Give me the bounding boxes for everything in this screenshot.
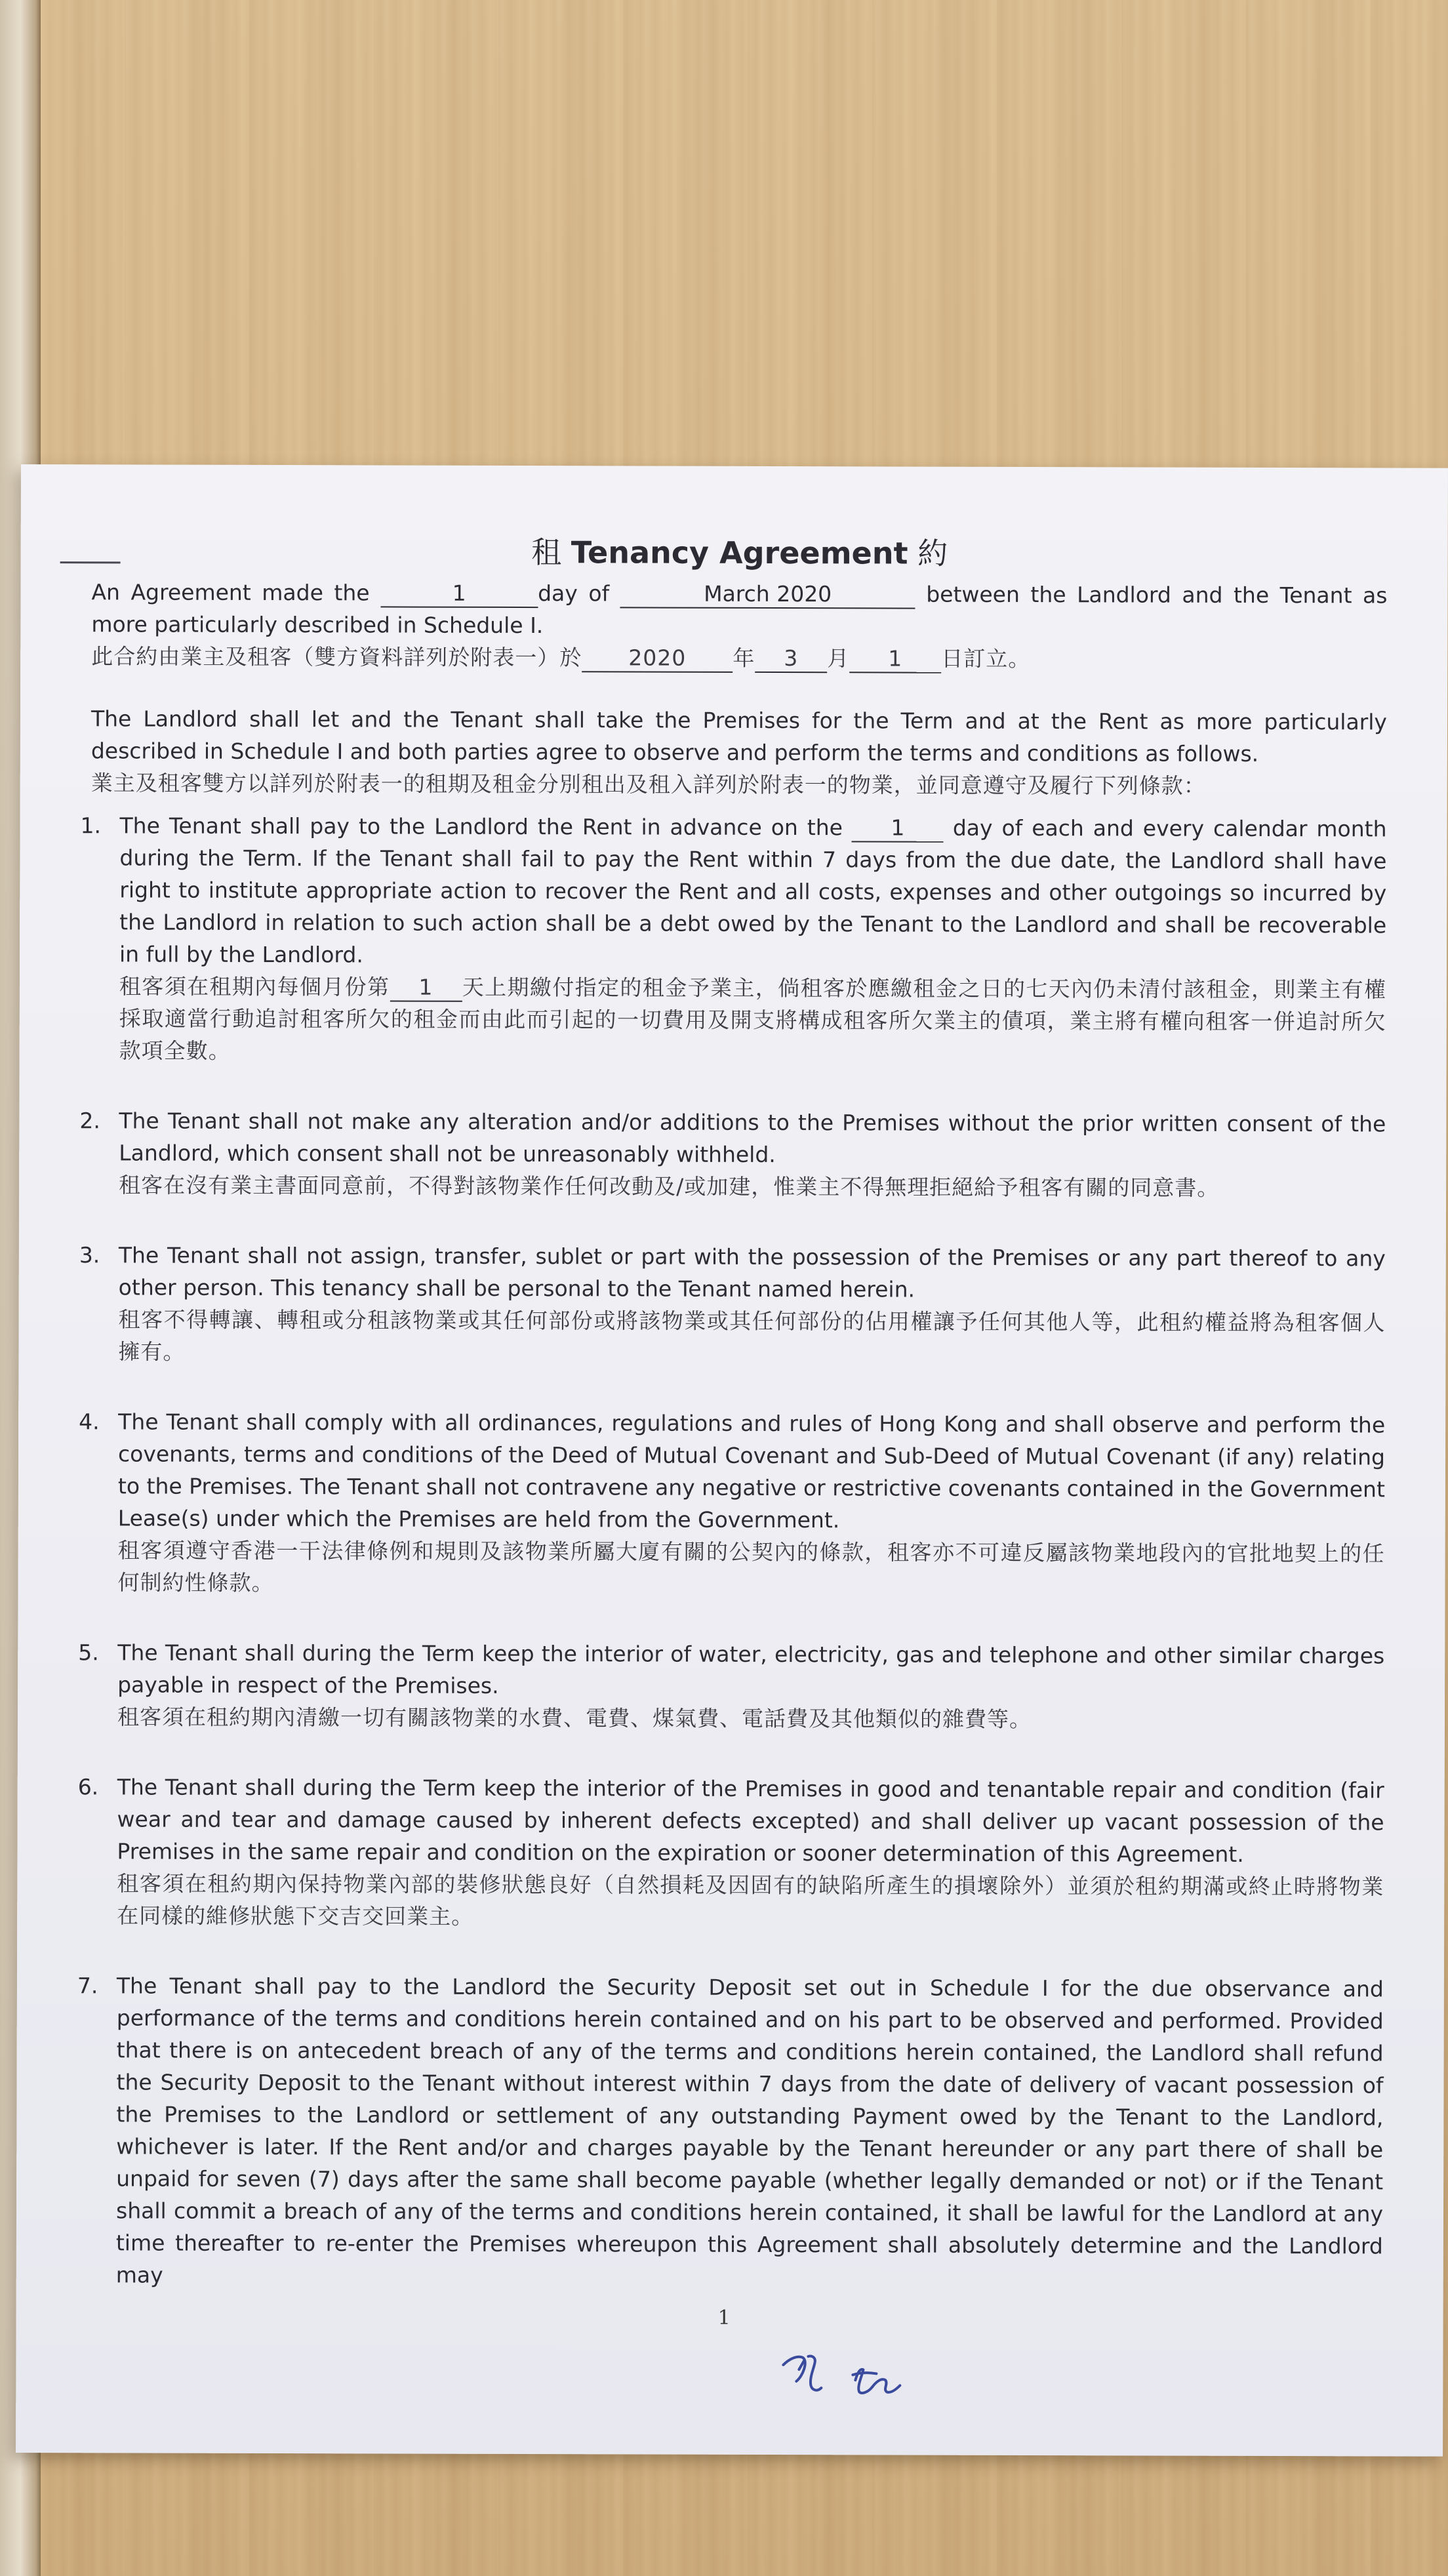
clause-2-en: The Tenant shall not make any alteration and/or additions to the Premises without the prior written consent of the Landlord, which consent shall not be unreasonably withheld. [119,1108,1386,1168]
clause-number: 6. [77,1774,99,1800]
clause-3-zh: 租客不得轉讓、轉租或分租該物業或其任何部份或將該物業或其任何部份的佔用權讓予任何其他人等，此租約權益將為租客個人擁有。 [118,1306,1386,1365]
title-en: Tenancy Agreement [571,534,908,571]
clause-list [77,809,1387,2294]
document-page [16,464,1448,2457]
clause-5-zh: 租客須在租約期內清繳一切有關該物業的水費、電費、煤氣費、電話費及其他類似的雜費等。 [117,1704,1032,1733]
title-zh-right: 約 [917,535,948,571]
clause-1-zh-blank: 1 [390,974,462,1001]
clause-1-zh-part-b: 天上期繳付指定的租金予業主，倘租客於應繳租金之日的七天內仍未清付該租金，則業主有權採取適當行動追討租客所欠的租金而由此而引起的一切費用及開支將構成租客所欠業主的債項，業主將有權向租客一併追討所欠款項全數。 [119,974,1386,1064]
clause-7 [77,1969,1384,2294]
intro-zh-year-blank: 2020 [582,645,733,673]
clause-1-day-blank: 1 [852,815,944,842]
intro-zh-month-blank: 3 [755,645,827,673]
page-number: 1 [717,2306,731,2329]
document-body [77,530,1388,2294]
clause-1-en-part-a: The Tenant shall pay to the Landlord the Rent in advance on the [119,813,843,841]
title-zh-left: 租 [531,534,562,571]
clause-4 [79,1405,1386,1601]
clause-6 [77,1771,1384,1935]
clause-number: 2. [79,1108,100,1134]
clause-1-zh [119,970,1386,1070]
clause-6-zh: 租客須在租約期內保持物業內部的裝修狀態良好（自然損耗及因固有的缺陷所產生的損壞除外）並須於租約期滿或終止時將物業在同樣的維修狀態下交吉交回業主。 [117,1870,1384,1929]
clause-2-zh: 租客在沒有業主書面同意前，不得對該物業作任何改動及/或加建，惟業主不得無理拒絕給予租客有關的同意書。 [119,1172,1220,1201]
clause-4-zh: 租客須遵守香港一干法律條例和規則及該物業所屬大廈有關的公契內的條款，租客亦不可違反屬該物業地段內的官批地契上的任何制約性條款。 [117,1537,1385,1596]
clause-number: 5. [78,1640,99,1666]
clause-number: 7. [77,1973,98,1999]
intro-zh-day-blank: 1 [849,645,941,673]
initial-stroke [872,2379,900,2392]
intro-prefix: An Agreement made the [91,579,370,606]
intro-en [91,576,1387,643]
clause-1-en [119,809,1387,973]
intro-zh-prefix: 此合約由業主及租客（雙方資料詳列於附表一）於 [91,643,582,671]
intro-zh-month-char: 月 [827,645,850,672]
clause-4-en: The Tenant shall comply with all ordinances, regulations and rules of Hong Kong and shall observe and perform the covenants, terms and conditions of the Deed of Mutual Covenant and Sub-Deed of Mutual Covenant (if any) relating to the Premises. The Tenant shall not contravene any negative or restrictive covenants contained in the Government Lease(s) under which the Premises are held from the Government. [117,1409,1386,1533]
document-title [92,530,1388,575]
handwritten-initials [757,2329,954,2415]
intro-suffix: between the Landlord and the Tenant as more particularly described in Schedule I. [91,581,1388,639]
clause-1-zh-part-a: 租客須在租期內每個月份第 [119,973,390,1000]
clause-number: 3. [79,1242,100,1268]
clause-5 [78,1636,1385,1736]
clause-1-en-part-b: day of each and every calendar month during the Term. If the Tenant shall fail to pay the Rent within 7 days from the due date, the Landlord shall have right to institute appropriate action to recover the Rent and all costs, expenses and other outgoings so incurred by the Landlord in relation to such action shall be a debt owed by the Tenant to the Landlord and shall be recoverable in full by the Landlord. [119,815,1387,968]
intro-day-blank: 1 [380,580,538,608]
clause-1 [80,809,1387,1070]
initial-stroke [783,2357,805,2381]
clause-7-en: The Tenant shall pay to the Landlord the Security Deposit set out in Schedule I for the due observance and performance of the terms and conditions herein contained and on his part to be observed and performed. Provided that there is on antecedent breach of any of the terms and conditions herein contained, the Landlord shall refund the Security Deposit to the Tenant without interest within 7 days from the date of delivery of vacant possession of the Premises to the Landlord or settlement of any outstanding Payment owed by the Tenant to the Landlord, whichever is later. If the Rent and/or and charges payable by the Tenant hereunder or any part there of shall be unpaid for seven (7) days after the same shall become payable (whether legally demanded or not) or if the Tenant shall commit a breach of any of the terms and conditions herein contained, it shall be lawful for the Landlord at any time thereafter to re-enter the Premises whereupon this Agreement shall absolutely determine and the Landlord may [115,1973,1384,2288]
preamble-en: The Landlord shall let and the Tenant shall take the Premises for the Term and at the Rent as more particularly described in Schedule I and both parties agree to observe and perform the terms and conditions as follows. [90,706,1388,767]
initial-stroke [853,2373,876,2375]
intro-zh [91,640,1387,675]
clause-number: 1. [80,813,102,839]
clause-number: 4. [79,1409,100,1435]
intro-day-of: day of [538,580,610,607]
intro-zh-year-char: 年 [733,645,755,671]
clause-3 [79,1239,1386,1371]
clause-2 [79,1104,1386,1204]
intro-month-blank: March 2020 [620,580,915,609]
clause-5-en: The Tenant shall during the Term keep the interior of water, electricity, gas and telephone and other similar charges payable in respect of the Premises. [117,1640,1385,1699]
preamble-zh: 業主及租客雙方以詳列於附表一的租期及租金分別租出及租入詳列於附表一的物業，並同意遵守及履行下列條款： [90,770,1206,799]
clause-6-en: The Tenant shall during the Term keep the interior of the Premises in good and tenantable repair and condition (fair wear and tear and damage caused by inherent defects excepted) and shall deliver up vacant possession of the Premises in the same repair and condition on the expiration or sooner determination of this Agreement. [117,1774,1384,1867]
clause-3-en: The Tenant shall not assign, transfer, sublet or part with the possession of the Premises or any part thereof to any other person. This tenancy shall be personal to the Tenant named herein. [118,1242,1386,1302]
initial-stroke [808,2356,821,2390]
intro-zh-suffix: 日訂立。 [941,645,1031,672]
